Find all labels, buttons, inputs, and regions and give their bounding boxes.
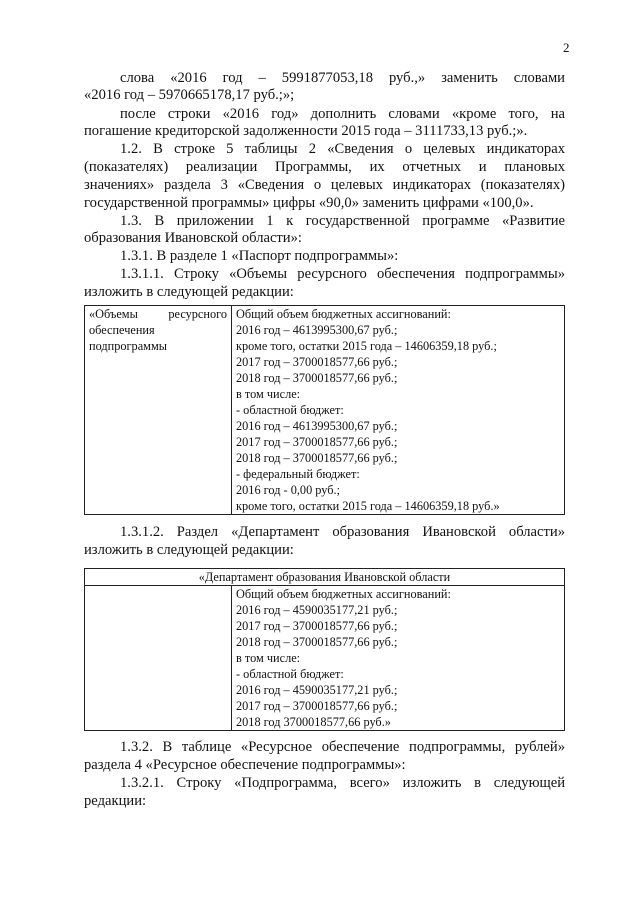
table-cell-line: 2016 год - 0,00 руб.; xyxy=(236,483,341,497)
table-cell-line: в том числе: xyxy=(236,651,301,665)
text-line: «2016 год – 5970665178,17 руб.;»; xyxy=(84,87,295,103)
table-cell-line: 2016 год – 4590035177,21 руб.; xyxy=(236,603,398,617)
table-cell-line: 2016 год – 4590035177,21 руб.; xyxy=(236,683,398,697)
table-cell-line: 2018 год – 3700018577,66 руб.; xyxy=(236,635,398,649)
text-line: 1.3.2. В таблице «Ресурсное обеспечение подпрограммы, рублей» xyxy=(120,739,565,755)
text-line: раздела 4 «Ресурсное обеспечение подпрограммы»: xyxy=(84,757,406,773)
table-cell-line: 2017 год – 3700018577,66 руб.; xyxy=(236,619,398,633)
department-empty-cell xyxy=(85,586,232,731)
text-line: изложить в следующей редакции: xyxy=(84,542,294,558)
table-cell-line: 2016 год – 4613995300,67 руб.; xyxy=(236,323,398,337)
text-line: (показателях) реализации Программы, их отчетных и плановых xyxy=(84,159,565,175)
table-cell-line: - областной бюджет: xyxy=(236,667,344,681)
table-cell-line: 2018 год – 3700018577,66 руб.; xyxy=(236,371,398,385)
table-cell-line: обеспечения xyxy=(89,323,155,337)
table-cell-line: 2018 год – 3700018577,66 руб.; xyxy=(236,451,398,465)
table-cell-line: 2017 год – 3700018577,66 руб.; xyxy=(236,355,398,369)
text-line: 1.3.1.1. Строку «Объемы ресурсного обеспечения подпрограммы» xyxy=(120,266,565,282)
table-cell-line: Общий объем бюджетных ассигнований: xyxy=(236,307,451,321)
text-line: 1.2. В строке 5 таблицы 2 «Сведения о целевых индикаторах xyxy=(120,141,565,157)
text-line: значениях» раздела 3 «Сведения о целевых индикаторах (показателях) xyxy=(84,177,565,193)
table-cell-line: «Объемы ресурсного xyxy=(89,307,227,321)
text-line: 1.3.1. В разделе 1 «Паспорт подпрограммы»: xyxy=(120,248,399,264)
text-line: слова «2016 год – 5991877053,18 руб.,» заменить словами xyxy=(120,70,565,86)
table-cell-line: в том числе: xyxy=(236,387,301,401)
table-cell-line: подпрограммы xyxy=(89,339,167,353)
text-line: 1.3.1.2. Раздел «Департамент образования Ивановской области» xyxy=(120,524,565,540)
page-number: 2 xyxy=(563,40,570,55)
department-table xyxy=(84,568,565,731)
table-cell-line: Общий объем бюджетных ассигнований: xyxy=(236,587,451,601)
table-cell-line: - областной бюджет: xyxy=(236,403,344,417)
table-cell-line: кроме того, остатки 2015 года – 14606359,18 руб.; xyxy=(236,339,497,353)
text-line: погашение кредиторской задолженности 2015 года – 3111733,13 руб.;». xyxy=(84,123,528,139)
text-line: государственной программы» цифры «90,0» заменить цифрами «100,0». xyxy=(84,195,534,211)
table-cell-line: 2017 год – 3700018577,66 руб.; xyxy=(236,699,398,713)
text-line: 1.3.2.1. Строку «Подпрограмма, всего» изложить в следующей xyxy=(120,775,565,791)
table-cell-line: кроме того, остатки 2015 года – 14606359,18 руб.» xyxy=(236,499,500,513)
text-line: образования Ивановской области»: xyxy=(84,230,302,246)
resource-values-cell xyxy=(232,306,565,515)
table-cell-line: 2017 год – 3700018577,66 руб.; xyxy=(236,435,398,449)
table-cell-line: - федеральный бюджет: xyxy=(236,467,360,481)
resource-label-cell xyxy=(85,306,232,515)
resource-table xyxy=(84,305,565,515)
department-values-cell xyxy=(232,586,565,731)
table-cell-line: 2018 год 3700018577,66 руб.» xyxy=(236,715,391,729)
table-cell-line: 2016 год – 4613995300,67 руб.; xyxy=(236,419,398,433)
text-line: изложить в следующей редакции: xyxy=(84,284,294,300)
text-line: после строки «2016 год» дополнить словами «кроме того, на xyxy=(120,106,565,122)
text-line: редакции: xyxy=(84,793,147,809)
department-header: «Департамент образования Ивановской области xyxy=(85,569,565,586)
text-line: 1.3. В приложении 1 к государственной программе «Развитие xyxy=(120,213,565,229)
